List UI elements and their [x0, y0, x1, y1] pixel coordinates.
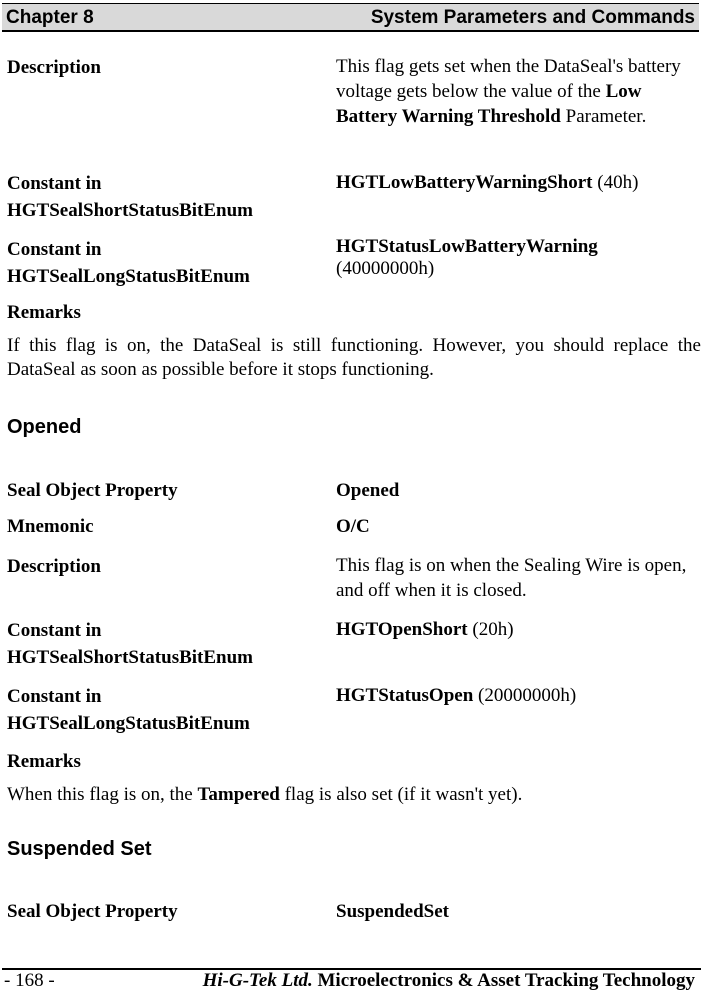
const-short-label: Constant in HGTSealShortStatusBitEnum	[7, 173, 253, 221]
suspended-property-value: SuspendedSet	[336, 901, 449, 922]
description-value: This flag gets set when the DataSeal's battery voltage gets below the value of the Low Battery Warning Threshold Parameter.	[336, 56, 681, 127]
description-label: Description	[7, 57, 101, 78]
mnemonic-value: O/C	[336, 516, 370, 537]
const-short-value: HGTLowBatteryWarningShort (40h)	[336, 172, 639, 193]
const-long-value: HGTStatusLowBatteryWarning (40000000h)	[336, 236, 598, 279]
opened-description-value: This flag is on when the Sealing Wire is open, and off when it is closed.	[336, 555, 687, 601]
chapter-title: System Parameters and Commands	[370, 7, 695, 28]
suspended-property-label: Seal Object Property	[7, 901, 178, 922]
footer-company: Hi-G-Tek Ltd. Microelectronics & Asset Tracking Technology	[202, 970, 695, 991]
page-header	[2, 3, 699, 32]
property-label: Seal Object Property	[7, 480, 178, 501]
mnemonic-label: Mnemonic	[7, 516, 94, 537]
opened-const-long-value: HGTStatusOpen (20000000h)	[336, 685, 577, 706]
opened-const-short-value: HGTOpenShort (20h)	[336, 619, 514, 640]
opened-const-long-label: Constant in HGTSealLongStatusBitEnum	[7, 686, 250, 734]
opened-const-short-label: Constant in HGTSealShortStatusBitEnum	[7, 620, 253, 668]
section-heading-suspended: Suspended Set	[7, 838, 152, 860]
const-long-label: Constant in HGTSealLongStatusBitEnum	[7, 239, 250, 287]
opened-description-label: Description	[7, 556, 101, 577]
property-value: Opened	[336, 480, 400, 501]
opened-remarks-text: When this flag is on, the Tampered flag is also set (if it wasn't yet).	[7, 784, 523, 805]
page-number: - 168 -	[4, 970, 55, 991]
section-heading-opened: Opened	[7, 416, 82, 438]
remarks-text: If this flag is on, the DataSeal is still functioning. However, you should replace the DataSeal as soon as possible before it stops functioning.	[7, 335, 701, 380]
opened-remarks-heading: Remarks	[7, 751, 81, 772]
remarks-heading: Remarks	[7, 302, 81, 323]
chapter-label: Chapter 8	[6, 7, 94, 28]
